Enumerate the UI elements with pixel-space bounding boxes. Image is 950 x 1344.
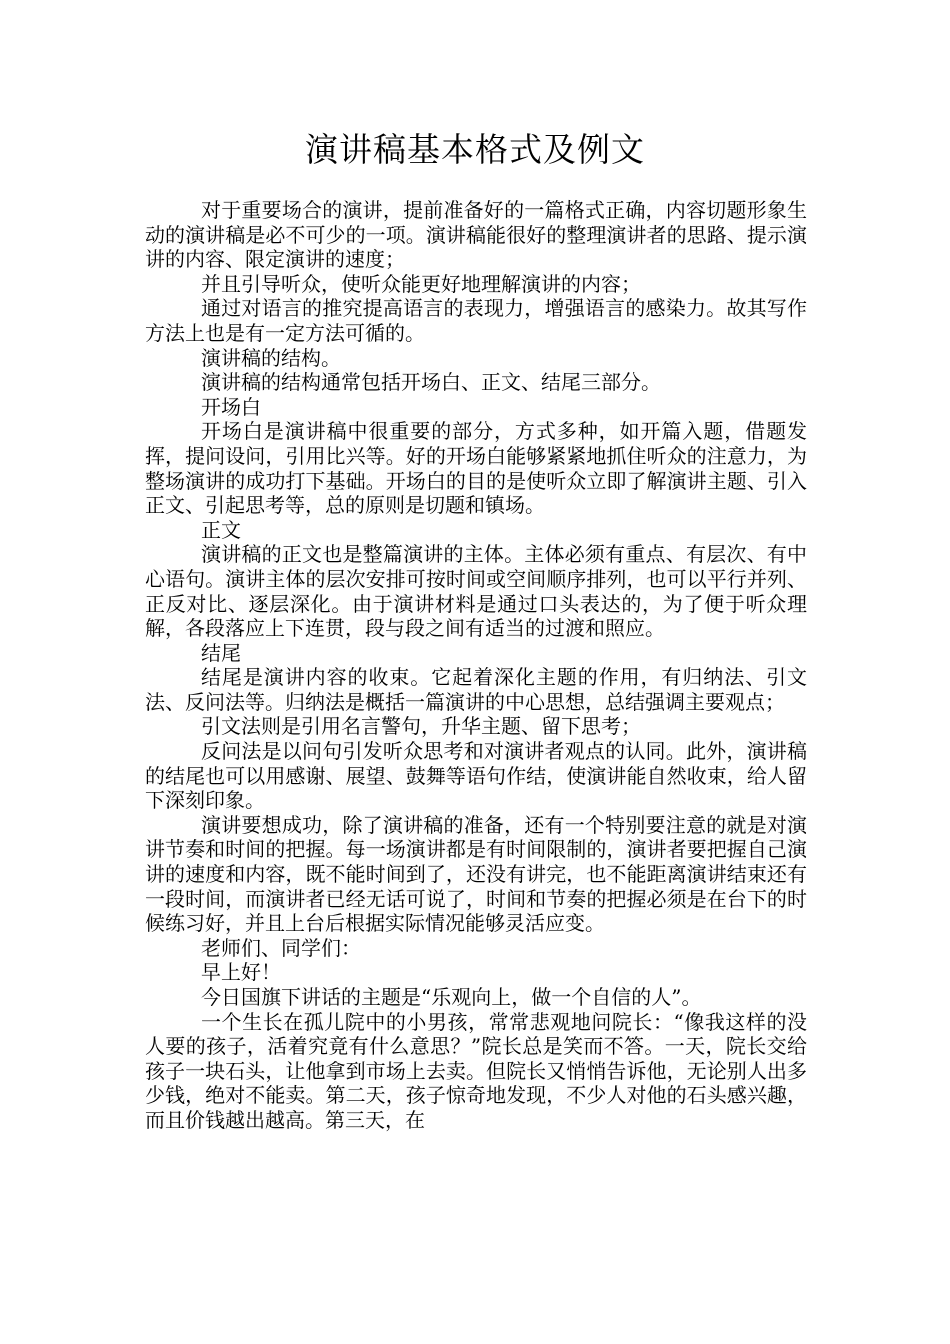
paragraph: 并且引导听众，使听众能更好地理解演讲的内容； xyxy=(201,271,641,296)
paragraph: 演讲要想成功，除了演讲稿的准备，还有一个特别要注意的就是对演讲节奏和时间的把握。每一场演讲都是有时间限制的，演讲者要把握自己演讲的速度和内容，既不能时间到了，还没有讲完，也不能距离演讲结束还有一段时间，而演讲者已经无话可说了，时间和节奏的把握必须是在台下的时候练习好，并且上台后根据实际情况能够灵活应变。 xyxy=(145,812,807,936)
paragraph: 一个生长在孤儿院中的小男孩，常常悲观地问院长：“像我这样的没人要的孩子，活着究竟有什么意思？”院长总是笑而不答。一天，院长交给孩子一块石头，让他拿到市场上去卖。但院长又悄悄告诉他，无论别人出多少钱，绝对不能卖。第二天，孩子惊奇地发现，不少人对他的石头感兴趣，而且价钱越出越高。第三天，在 xyxy=(145,1009,807,1132)
paragraph: 演讲稿的正文也是整篇演讲的主体。主体必须有重点、有层次、有中心语句。演讲主体的层次安排可按时间或空间顺序排列，也可以平行并列、正反对比、逐层深化。由于演讲材料是通过口头表达的，为了便于听众理解，各段落应上下连贯，段与段之间有适当的过渡和照应。 xyxy=(145,542,807,641)
paragraph: 开场白是演讲稿中很重要的部分，方式多种，如开篇入题，借题发挥，提问设问，引用比兴等。好的开场白能够紧紧地抓住听众的注意力，为整场演讲的成功打下基础。开场白的目的是使听众立即了解演讲主题、引入正文、引起思考等，总的原则是切题和镇场。 xyxy=(145,419,807,518)
salutation: 老师们、同学们： xyxy=(201,935,361,960)
paragraph: 反问法是以问句引发听众思考和对演讲者观点的认同。此外，演讲稿的结尾也可以用感谢、展望、鼓舞等语句作结，使演讲能自然收束，给人留下深刻印象。 xyxy=(145,739,807,813)
paragraph: 演讲稿的结构通常包括开场白、正文、结尾三部分。 xyxy=(201,370,661,395)
section-heading: 结尾 xyxy=(201,640,241,665)
document-title: 演讲稿基本格式及例文 xyxy=(305,130,645,169)
section-heading: 开场白 xyxy=(201,394,261,419)
document-body xyxy=(145,198,807,1133)
paragraph: 今日国旗下讲话的主题是“乐观向上，做一个自信的人”。 xyxy=(201,985,702,1009)
paragraph: 结尾是演讲内容的收束。它起着深化主题的作用，有归纳法、引文法、反问法等。归纳法是概括一篇演讲的中心思想，总结强调主要观点； xyxy=(145,665,807,714)
greeting: 早上好！ xyxy=(201,960,281,985)
paragraph: 对于重要场合的演讲，提前准备好的一篇格式正确，内容切题形象生动的演讲稿是必不可少的一项。演讲稿能很好的整理演讲者的思路、提示演讲的内容、限定演讲的速度； xyxy=(145,198,807,272)
section-heading: 演讲稿的结构。 xyxy=(201,345,341,370)
section-heading: 正文 xyxy=(201,517,241,542)
paragraph: 引文法则是引用名言警句，升华主题、留下思考； xyxy=(201,714,641,739)
paragraph: 通过对语言的推究提高语言的表现力，增强语言的感染力。故其写作方法上也是有一定方法可循的。 xyxy=(145,296,807,345)
